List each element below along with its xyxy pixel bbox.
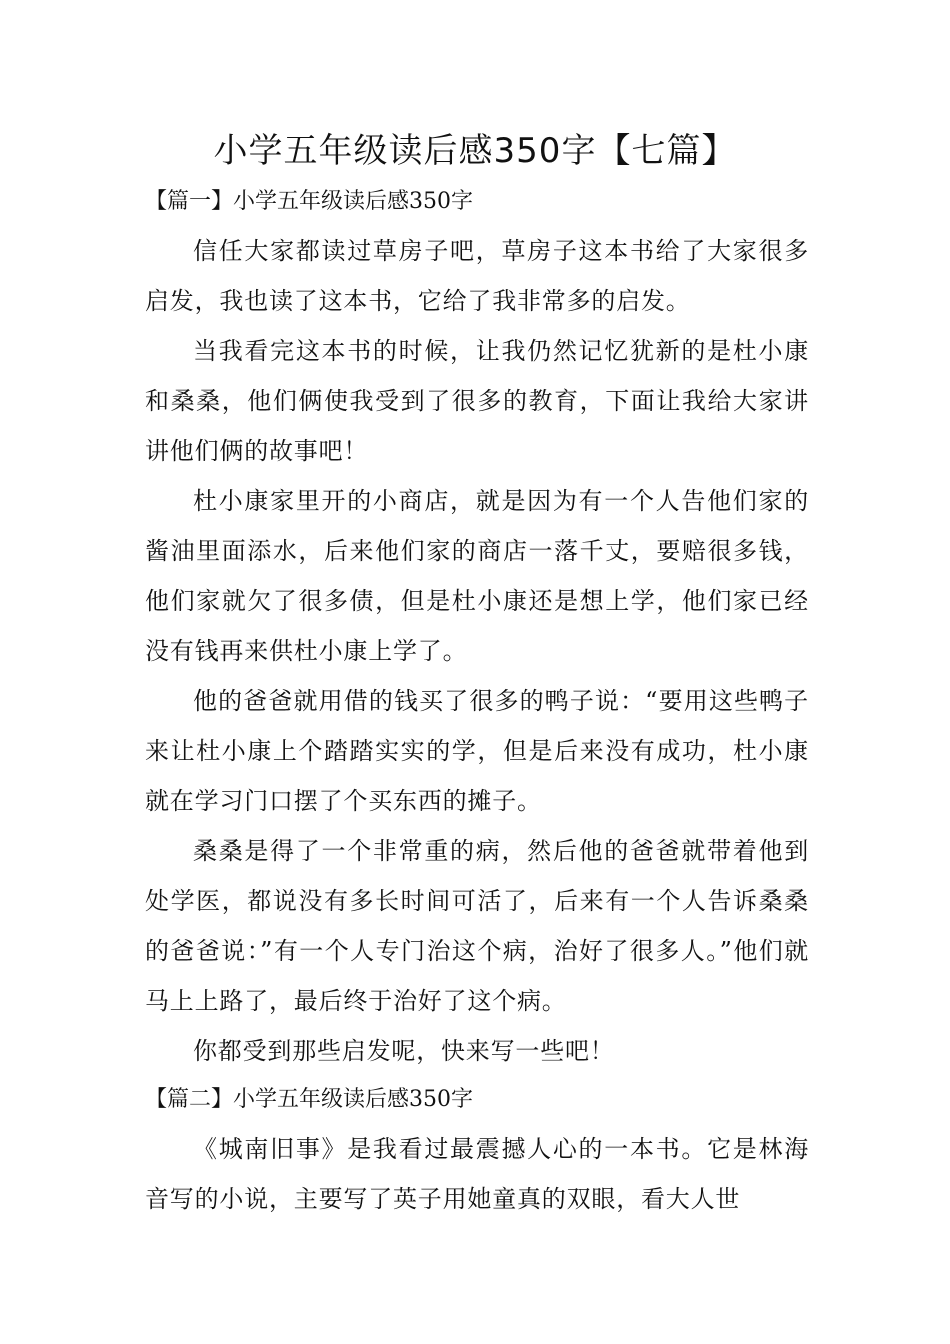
paragraph: 当我看完这本书的时候，让我仍然记忆犹新的是杜小康和桑桑，他们俩使我受到了很多的教育，下面让我给大家讲讲他们俩的故事吧！ <box>145 337 809 465</box>
paragraph: 桑桑是得了一个非常重的病，然后他的爸爸就带着他到处学医，都说没有多长时间可活了，后来有一个人告诉桑桑的爸爸说：”有一个人专门治这个病，治好了很多人。”他们就马上上路了，最后终于治好了这个病。 <box>145 837 809 1015</box>
section-heading: 【篇一】小学五年级读后感350字 <box>145 189 473 214</box>
paragraph: 信任大家都读过草房子吧，草房子这本书给了大家很多启发，我也读了这本书，它给了我非常多的启发。 <box>145 237 809 315</box>
section-heading: 【篇二】小学五年级读后感350字 <box>145 1087 473 1112</box>
document-body <box>145 178 809 1224</box>
paragraph: 他的爸爸就用借的钱买了很多的鸭子说：“要用这些鸭子来让杜小康上个踏踏实实的学，但是后来没有成功，杜小康就在学习门口摆了个买东西的摊子。 <box>145 687 809 815</box>
paragraph: 杜小康家里开的小商店，就是因为有一个人告他们家的酱油里面添水，后来他们家的商店一落千丈，要赔很多钱，他们家就欠了很多债，但是杜小康还是想上学，他们家已经没有钱再来供杜小康上学了。 <box>145 487 809 665</box>
document-title: 小学五年级读后感350字【七篇】 <box>213 131 737 171</box>
paragraph: 《城南旧事》是我看过最震撼人心的一本书。它是林海音写的小说，主要写了英子用她童真的双眼，看大人世 <box>145 1135 809 1213</box>
paragraph: 你都受到那些启发呢，快来写一些吧！ <box>193 1037 615 1065</box>
